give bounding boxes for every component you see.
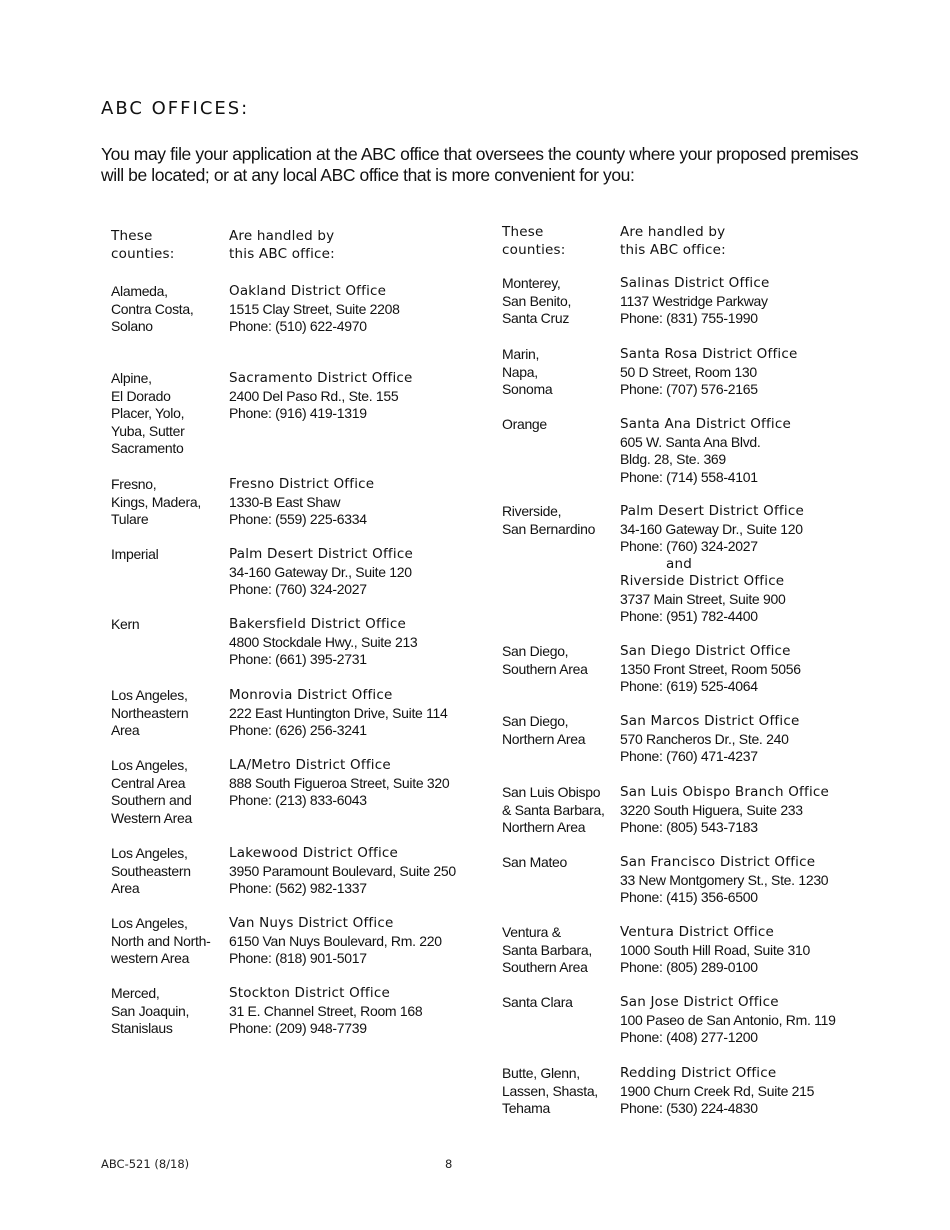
- county-list: Riverside, San Bernardino: [502, 503, 596, 537]
- office-address: 50 D Street, Room 130: [620, 363, 757, 380]
- header-office: Are handled by this ABC office:: [229, 228, 335, 262]
- office-name: LA/Metro District Office: [229, 757, 391, 773]
- form-number: ABC-521 (8/18): [101, 1157, 190, 1171]
- office-address: 1515 Clay Street, Suite 2208: [229, 300, 400, 317]
- office-details: [620, 503, 920, 626]
- office-details: [620, 994, 920, 1047]
- office-name: San Luis Obispo Branch Office: [620, 784, 830, 800]
- office-phone: Phone: (760) 324-2027: [229, 581, 367, 597]
- office-details: [229, 845, 529, 898]
- office-address: 34-160 Gateway Dr., Suite 120: [229, 563, 412, 580]
- county-list: Merced, San Joaquin, Stanislaus: [111, 985, 190, 1036]
- header-counties: These counties:: [111, 228, 175, 262]
- office-address: 6150 Van Nuys Boulevard, Rm. 220: [229, 932, 442, 949]
- office-address: 1000 South Hill Road, Suite 310: [620, 941, 810, 958]
- county-list: Imperial: [111, 546, 159, 562]
- office-phone: Phone: (562) 982-1337: [229, 880, 367, 896]
- office-address: 2400 Del Paso Rd., Ste. 155: [229, 387, 399, 404]
- office-address: 605 W. Santa Ana Blvd.: [620, 433, 761, 450]
- office-phone: Phone: (559) 225-6334: [229, 511, 367, 527]
- office-address: 100 Paseo de San Antonio, Rm. 119: [620, 1011, 836, 1028]
- county-list: Orange: [502, 416, 547, 432]
- office-name: Sacramento District Office: [229, 370, 413, 386]
- office-details: [229, 370, 529, 423]
- county-list: Los Angeles, North and North- western Area: [111, 915, 211, 966]
- office-name: Bakersfield District Office: [229, 616, 406, 632]
- office-phone: Phone: (805) 543-7183: [620, 819, 758, 835]
- county-list: Los Angeles, Central Area Southern and Western Area: [111, 757, 192, 826]
- office-address: 33 New Montgomery St., Ste. 1230: [620, 871, 829, 888]
- office-details: [229, 915, 529, 968]
- office-name: Lakewood District Office: [229, 845, 399, 861]
- office-name: Fresno District Office: [229, 476, 375, 492]
- office-phone: Phone: (510) 622-4970: [229, 318, 367, 334]
- office-phone: Phone: (916) 419-1319: [229, 405, 367, 421]
- office-name: Santa Rosa District Office: [620, 346, 798, 362]
- office-name: Palm Desert District Office: [229, 546, 413, 562]
- office-address: 1350 Front Street, Room 5056: [620, 660, 801, 677]
- county-list: San Diego, Southern Area: [502, 643, 588, 677]
- office-name: Oakland District Office: [229, 283, 387, 299]
- office-phone: Phone: (818) 901-5017: [229, 950, 367, 966]
- county-list: Los Angeles, Northeastern Area: [111, 687, 189, 738]
- office-phone: Phone: (714) 558-4101: [620, 468, 758, 485]
- office-phone: Phone: (805) 289-0100: [620, 959, 758, 975]
- office-details: [229, 476, 529, 529]
- office-details: [229, 985, 529, 1038]
- county-list: Los Angeles, Southeastern Area: [111, 845, 191, 896]
- office-name: Santa Ana District Office: [620, 416, 792, 432]
- office-phone: Phone: (209) 948-7739: [229, 1020, 367, 1036]
- office-name: San Diego District Office: [620, 643, 791, 659]
- office-phone: Phone: (213) 833-6043: [229, 792, 367, 808]
- office-details: [229, 283, 529, 336]
- office-phone: Phone: (951) 782-4400: [620, 608, 758, 624]
- county-list: San Diego, Northern Area: [502, 713, 586, 747]
- table-header: [111, 228, 531, 268]
- office-phone: Phone: (408) 277-1200: [620, 1029, 758, 1045]
- office-details: [620, 1065, 920, 1118]
- office-phone: Phone: (760) 471-4237: [620, 748, 758, 764]
- county-list: Fresno, Kings, Madera, Tulare: [111, 476, 201, 527]
- county-list: Kern: [111, 616, 140, 632]
- office-address: 1900 Churn Creek Rd, Suite 215: [620, 1082, 815, 1099]
- office-phone: Phone: (626) 256-3241: [229, 722, 367, 738]
- office-name: Monrovia District Office: [229, 687, 393, 703]
- office-details: [620, 643, 920, 696]
- office-name: Van Nuys District Office: [229, 915, 394, 931]
- office-name: Riverside District Office: [620, 573, 785, 589]
- office-details: [620, 713, 920, 766]
- office-address: 31 E. Channel Street, Room 168: [229, 1002, 423, 1019]
- county-list: San Luis Obispo & Santa Barbara, Northern Area: [502, 784, 605, 835]
- county-list: Alpine, El Dorado Placer, Yolo, Yuba, Sutter Sacramento: [111, 370, 185, 456]
- office-address: 570 Rancheros Dr., Ste. 240: [620, 730, 789, 747]
- office-phone: Phone: (530) 224-4830: [620, 1100, 758, 1116]
- office-address: 888 South Figueroa Street, Suite 320: [229, 774, 450, 791]
- county-list: Marin, Napa, Sonoma: [502, 346, 553, 397]
- office-address: 3737 Main Street, Suite 900: [620, 590, 786, 607]
- office-details: [229, 546, 529, 599]
- office-details: [229, 616, 529, 669]
- office-name: Salinas District Office: [620, 275, 770, 291]
- office-name: Stockton District Office: [229, 985, 390, 1001]
- office-address: 34-160 Gateway Dr., Suite 120: [620, 520, 803, 537]
- office-name: San Jose District Office: [620, 994, 779, 1010]
- office-name: Palm Desert District Office: [620, 503, 804, 519]
- office-name: Ventura District Office: [620, 924, 775, 940]
- office-address: 3220 South Higuera, Suite 233: [620, 801, 803, 818]
- office-details: [620, 784, 920, 837]
- office-details: [620, 854, 920, 907]
- office-phone: Phone: (661) 395-2731: [229, 651, 367, 667]
- office-name: San Francisco District Office: [620, 854, 816, 870]
- county-list: Ventura & Santa Barbara, Southern Area: [502, 924, 592, 975]
- county-list: Butte, Glenn, Lassen, Shasta, Tehama: [502, 1065, 598, 1116]
- office-address: 4800 Stockdale Hwy., Suite 213: [229, 633, 418, 650]
- office-phone: Phone: (831) 755-1990: [620, 310, 758, 326]
- office-details: [620, 275, 920, 328]
- office-details: [620, 416, 920, 486]
- office-phone: Phone: (760) 324-2027: [620, 538, 758, 554]
- office-phone: Phone: (415) 356-6500: [620, 889, 758, 905]
- office-phone: Phone: (619) 525-4064: [620, 678, 758, 694]
- table-header: [502, 224, 922, 264]
- office-address: 222 East Huntington Drive, Suite 114: [229, 704, 448, 721]
- header-office: Are handled by this ABC office:: [620, 224, 726, 258]
- office-name: Redding District Office: [620, 1065, 777, 1081]
- office-address: 1137 Westridge Parkway: [620, 292, 768, 309]
- intro-paragraph: You may file your application at the ABC office that oversees the county where your proposed premises will be located; or at any local ABC office that is more convenient for you:: [101, 144, 859, 185]
- header-counties: These counties:: [502, 224, 566, 258]
- page-title: ABC OFFICES:: [101, 98, 250, 119]
- county-list: Alameda, Contra Costa, Solano: [111, 283, 194, 334]
- office-name: San Marcos District Office: [620, 713, 800, 729]
- office-details: [620, 346, 920, 399]
- county-list: San Mateo: [502, 854, 568, 870]
- office-address: 1330-B East Shaw: [229, 493, 341, 510]
- office-details: [620, 924, 920, 977]
- office-address: Bldg. 28, Ste. 369: [620, 451, 726, 467]
- county-list: Santa Clara: [502, 994, 573, 1010]
- page-number: 8: [445, 1157, 453, 1171]
- office-phone: Phone: (707) 576-2165: [620, 381, 758, 397]
- and-connector: and: [666, 555, 692, 572]
- office-address: 3950 Paramount Boulevard, Suite 250: [229, 862, 456, 879]
- office-details: [229, 757, 529, 810]
- office-details: [229, 687, 529, 740]
- county-list: Monterey, San Benito, Santa Cruz: [502, 275, 572, 326]
